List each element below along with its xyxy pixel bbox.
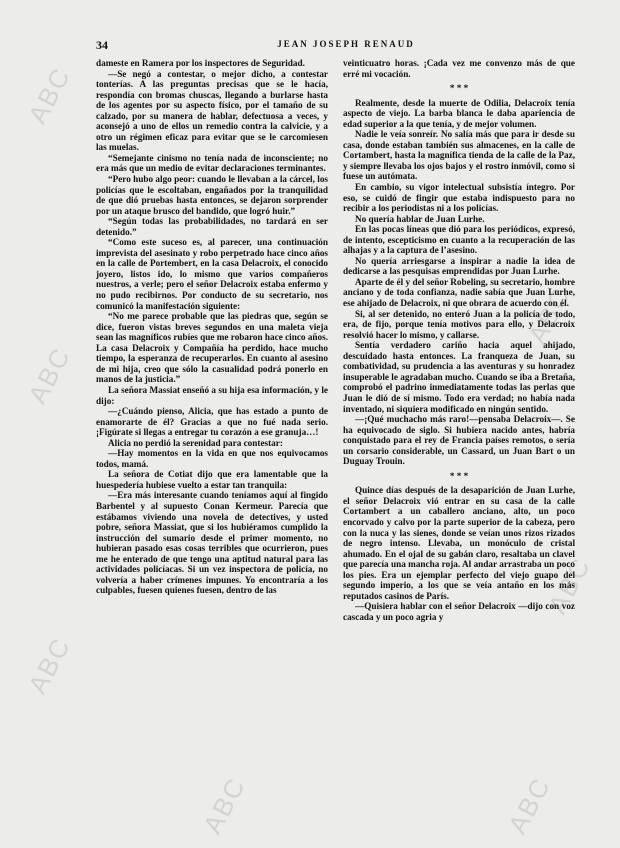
paragraph: “Como este suceso es, al parecer, una continuación imprevista del asesinato y robo perpetrado hace cinco años en la calle de Portembert, en la casa Delacroix, el conocido joyero, listos ido, lo mismo que varios compañeros nuestros, a verle; pero el señor Delacroix estaba enfermo y no pudo recibirnos. Por conducto de su secretario, nos comunicó la manifestación siguiente: <box>96 237 328 311</box>
paragraph: dameste en Ramera por los inspectores de Seguridad. <box>96 58 305 68</box>
paragraph: “Pero hubo algo peor: cuando le llevaban a la cárcel, los policías que le escoltaban, engañados por la tranquilidad de que dió pruebas hasta entonces, se dejaron sorprender por un ataque brusco del bandido, que logró huir.” <box>96 174 328 216</box>
paragraph: No quería hablar de Juan Lurhe. <box>355 213 485 224</box>
watermark: ABC <box>197 771 252 839</box>
paragraph: —Era más interesante cuando teníamos aquí al fingido Barbentel y al supuesto Conan Kermeur. Parecía que estábamos viviendo una novela de detectives, y usted pobre, señora Massiat, que si los hubiéramos cumplido la instrucción del sumario desde el primer momento, no hubieran pasado esas cosas terribles que ocurrieron, pues me he enterado de que tengo una aptitud natural para las actividades policíacas. Si un vez inspectora de policía, no volvería a haber crímenes impunes. Yo encontraría a los culpables, fuesen quienes fuesen, dentro de las <box>96 490 328 596</box>
paragraph: “Semejante cinismo no tenía nada de inconsciente; no era más que un medio de evitar declaraciones terminantes. <box>96 152 328 174</box>
paragraph: Realmente, desde la muerte de Odilia, Delacroix tenía aspecto de viejo. La barba blanca le daba apariencia de edad superior a la que tenía, y de mejor volumen. <box>343 97 575 129</box>
paragraph: —Quisiera hablar con el señor Delacroix —dijo con voz cascada y un poco agria y <box>343 601 575 622</box>
page-header <box>96 38 596 54</box>
left-column <box>96 58 328 596</box>
paragraph: No quería arriesgarse a inspirar a nadie la idea de dedicarse a las pesquisas emprendidas por Juan Lurhe. <box>343 255 575 277</box>
paragraph: —¿Cuándo pienso, Alicia, que has estado a punto de enamorarte de él? Gracias a que no fué nada serio. ¡Figúrate si llegas a entregar tu corazón a ese granuja…! <box>96 406 328 438</box>
watermark: ABC <box>542 551 597 619</box>
page-number: 34 <box>96 38 108 52</box>
paragraph: Nadie le veía sonreír. No salía más que para ir desde su casa, donde estaban también sus almacenes, en la calle de Cortambert, hasta la magnífica tienda de la calle de la Paz, y siempre llevaba los ojos bajos y el rostro inmóvil, como si fuese un autómata. <box>343 129 575 182</box>
watermark: ABC <box>502 771 557 839</box>
paragraph: —¡Qué muchacho más raro!—pensaba Delacroix—. Se ha equivocado de siglo. Si hubiera nacido antes, habría conquistado para el rey de Francia países remotos, o sería un corsario considerable, un Cassard, un Juan Bart o un Duguay Trouin. <box>343 414 575 467</box>
watermark: ABC <box>22 631 77 699</box>
watermark: ABC <box>522 281 577 349</box>
paragraph: veinticuatro horas. ¡Cada vez me convenzo más de que erré mi vocación. <box>343 58 575 79</box>
paragraph: “Según todas las probabilidades, no tardará en ser detenido.” <box>96 216 328 237</box>
paragraph: Aparte de él y del señor Robeling, su secretario, hombre anciano y de toda confianza, nadie sabía que Juan Lurhe, ese ahijado de Delacroix, ni que obrara de acuerdo con él. <box>343 276 575 309</box>
watermark: ABC <box>22 61 77 129</box>
right-column <box>343 58 575 622</box>
paragraph: En cambio, su vigor intelectual subsistía íntegro. Por eso, se cuidó de fingir que estaba indispuesto para no recibir a los periodistas ni a los policías. <box>343 182 575 214</box>
paragraph: Quince días después de la desaparición de Juan Lurhe, el señor Delacroix vió entrar en su casa de la calle Cortambert a un caballero anciano, alto, un poco encorvado y calvo por la parte superior de la cabeza, pero con la nuca y las sienes, donde se veían unos rizos rizados de negro intenso. Llevaba, un monóculo de cristal ahumado. En el ojal de su gabán claro, resaltaba un clavel que parecía una mancha roja. Al andar arrastraba un poco los pies. Era un ejemplar perfecto del viejo guapo del segundo imperio, a los que se veía antaño en los más reputados casinos de París. <box>343 485 575 601</box>
paragraph: “No me parece probable que las piedras que, según se dice, fueron vistas breves segundos en una maleta vieja sean las magníficos rubíes que me robaron hace cinco años. La casa Delacroix y Compañía ha perdido, hace mucho tiempo, la esperanza de recuperarlos. En cuanto al asesino de mi hija, creo que sólo la casualidad podrá ponerlo en manos de la justicia.” <box>96 311 328 385</box>
watermark: ABC <box>22 341 77 409</box>
running-title: JEAN JOSEPH RENAUD <box>277 39 415 49</box>
paragraph: En las pocas líneas que dió para los periódicos, expresó, de intento, escepticismo en cuanto a la recuperación de las alhajas y a la captura de l’asesino. <box>343 224 575 256</box>
paragraph: —Hay momentos en la vida en que nos equivocamos todos, mamá. <box>96 448 328 469</box>
paragraph: —Se negó a contestar, o mejor dicho, a contestar tonterías. A las preguntas precisas que se le hacía, respondía con bromas chuscas, llegando a burlarse hasta de los agentes por su aspecto físico, por el tamaño de su calzado, por su manera de hablar, defectuosa a veces, y aconsejó a uno de ellos un remedio contra la calvicie, y a otro un régimen eficaz para evitar que se le carcomiesen las muelas. <box>96 68 328 153</box>
paragraph: * * * <box>449 470 469 481</box>
paragraph: La señora Massiat enseñó a su hija esa información, y le dijo: <box>96 384 328 406</box>
paragraph: La señora de Cotiat dijo que era lamentable que la huespedería hubiese vuelto a estar tan tranquila: <box>96 469 328 490</box>
paragraph: Sentía verdadero cariño hacia aquel ahijado, descuidado hasta entonces. La franqueza de Juan, su combatividad, su prudencia a las aventuras y su honradez insuperable le agradaban mucho. Cuando se iba a Bretaña, comprobó el padrino inmediatamente todas las perlas que Juan le dió de sí mismo. Todo era verdad; no había nada inventado, ni siquiera modificado en ningún sentido. <box>343 340 575 414</box>
paragraph: Alicia no perdió la serenidad para contestar: <box>108 437 283 448</box>
paragraph: * * * <box>449 83 469 94</box>
paragraph: Si, al ser detenido, no enteró Juan a la policía de todo, era, de fijo, porque tenía motivos para ello, y Delacroix resolvió hacer lo mismo, y callarse. <box>343 308 575 340</box>
